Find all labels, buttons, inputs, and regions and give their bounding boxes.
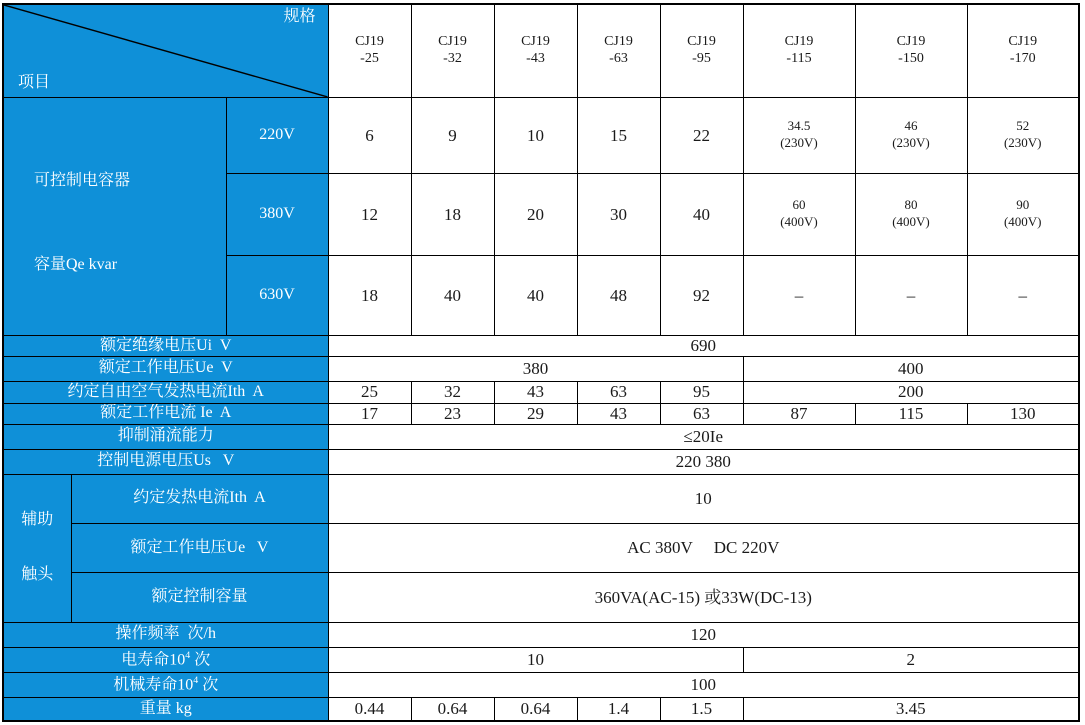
cell-ie-cj19-25: 17 [328, 403, 411, 424]
cell-aux-capacity-all: 360VA(AC-15) 或33W(DC-13) [328, 573, 1079, 622]
model-line2: -95 [692, 50, 711, 66]
row-label-220v: 220V [226, 97, 328, 173]
model-line2: -115 [786, 50, 812, 66]
cell-ith-cj19-63: 63 [577, 381, 660, 403]
mlife-label-post: 次 [198, 676, 219, 694]
value-note: (230V) [892, 135, 930, 151]
value-note: (400V) [780, 214, 818, 230]
cell-aux-ith-all: 10 [328, 474, 1079, 523]
cell-380v-cj19-43: 20 [494, 173, 577, 255]
row-aux-working-voltage [3, 523, 1079, 572]
cell-380v-cj19-25: 12 [328, 173, 411, 255]
elife-label-post: 次 [190, 651, 211, 669]
model-line1: CJ19 [896, 34, 926, 50]
cell-380v-cj19-95: 40 [660, 173, 743, 255]
column-header-cj19-63 [577, 4, 660, 97]
row-working-voltage [3, 356, 1079, 381]
row-label-ie: 额定工作电流 Ie A [3, 403, 328, 424]
column-header-cj19-150 [855, 4, 967, 97]
column-header-cj19-25 [328, 4, 411, 97]
value-note: (400V) [892, 214, 930, 230]
value: 60 [792, 197, 806, 213]
corner-label-spec: 规格 [283, 8, 316, 25]
model-line2: -25 [360, 50, 379, 66]
cell-elife-right: 2 [743, 647, 1079, 672]
cell-220v-cj19-170 [967, 97, 1079, 173]
corner-header-cell [3, 4, 328, 97]
cell-380v-cj19-63: 30 [577, 173, 660, 255]
cell-630v-cj19-170: – [967, 255, 1079, 335]
column-header-cj19-32 [411, 4, 494, 97]
row-free-air-thermal-current [3, 381, 1079, 403]
cell-mlife-all: 100 [328, 672, 1079, 697]
cell-ith-right: 200 [743, 381, 1079, 403]
model-line1: CJ19 [521, 34, 550, 50]
cell-ith-cj19-25: 25 [328, 381, 411, 403]
value: 90 [1016, 197, 1030, 213]
row-label-weight: 重量 kg [3, 697, 328, 721]
row-mechanical-life [3, 672, 1079, 697]
cell-ie-cj19-150: 115 [855, 403, 967, 424]
model-line1: CJ19 [687, 34, 716, 50]
column-header-cj19-115 [743, 4, 855, 97]
row-inrush-suppression [3, 424, 1079, 449]
cell-630v-cj19-115: – [743, 255, 855, 335]
capacity-row-220v [3, 97, 1079, 173]
capacity-group-label [3, 97, 226, 335]
row-label-surge: 抑制涌流能力 [3, 424, 328, 449]
cell-ith-cj19-43: 43 [494, 381, 577, 403]
cell-380v-cj19-115 [743, 173, 855, 255]
row-label-630v: 630V [226, 255, 328, 335]
cell-630v-cj19-43: 40 [494, 255, 577, 335]
row-label-freq: 操作频率 次/h [3, 622, 328, 647]
cell-ie-cj19-95: 63 [660, 403, 743, 424]
capacity-label-line1: 可控制电容器 [34, 171, 131, 189]
cell-surge-all: ≤20Ie [328, 424, 1079, 449]
cell-aux-ue-all: AC 380V DC 220V [328, 523, 1079, 572]
model-line1: CJ19 [784, 34, 814, 50]
cell-ie-cj19-63: 43 [577, 403, 660, 424]
row-aux-control-capacity [3, 573, 1079, 622]
row-rated-working-current [3, 403, 1079, 424]
diagonal-divider-line [4, 5, 328, 97]
cell-630v-cj19-25: 18 [328, 255, 411, 335]
row-label-elife [3, 647, 328, 672]
cell-220v-cj19-150 [855, 97, 967, 173]
elife-label-pre: 电寿命10 [121, 651, 186, 669]
row-insulation-voltage [3, 335, 1079, 356]
cell-freq-all: 120 [328, 622, 1079, 647]
cell-ue-left: 380 [328, 356, 743, 381]
cell-630v-cj19-63: 48 [577, 255, 660, 335]
row-label-aux-capacity: 额定控制容量 [71, 573, 328, 622]
row-label-380v: 380V [226, 173, 328, 255]
row-label-us: 控制电源电压Us V [3, 449, 328, 474]
cell-380v-cj19-170 [967, 173, 1079, 255]
aux-group-label [3, 474, 71, 622]
cell-220v-cj19-95: 22 [660, 97, 743, 173]
value: 34.5 [787, 118, 811, 134]
model-line1: CJ19 [438, 34, 467, 50]
cell-ui-all: 690 [328, 335, 1079, 356]
elife-superscript: 4 [185, 649, 191, 661]
cell-380v-cj19-32: 18 [411, 173, 494, 255]
cell-ie-cj19-170: 130 [967, 403, 1079, 424]
model-line1: CJ19 [355, 34, 384, 50]
cell-630v-cj19-32: 40 [411, 255, 494, 335]
model-line1: CJ19 [1008, 34, 1038, 50]
cell-ie-cj19-32: 23 [411, 403, 494, 424]
column-header-cj19-43 [494, 4, 577, 97]
row-label-ith: 约定自由空气发热电流Ith A [3, 381, 328, 403]
row-label-aux-ith: 约定发热电流Ith A [71, 474, 328, 523]
cell-220v-cj19-115 [743, 97, 855, 173]
model-line2: -63 [609, 50, 628, 66]
cell-weight-cj19-63: 1.4 [577, 697, 660, 721]
model-line2: -150 [898, 50, 924, 66]
header-row [3, 4, 1079, 97]
model-line1: CJ19 [604, 34, 633, 50]
model-line2: -32 [443, 50, 462, 66]
value: 46 [904, 118, 918, 134]
cell-weight-cj19-32: 0.64 [411, 697, 494, 721]
cell-380v-cj19-150 [855, 173, 967, 255]
column-header-cj19-95 [660, 4, 743, 97]
row-electrical-life [3, 647, 1079, 672]
cell-220v-cj19-43: 10 [494, 97, 577, 173]
cell-weight-right: 3.45 [743, 697, 1079, 721]
mlife-superscript: 4 [193, 674, 199, 686]
row-label-ui: 额定绝缘电压Ui V [3, 335, 328, 356]
cell-220v-cj19-63: 15 [577, 97, 660, 173]
spec-table [2, 3, 1080, 722]
row-label-mlife [3, 672, 328, 697]
value-note: (230V) [1003, 135, 1042, 151]
row-control-supply-voltage [3, 449, 1079, 474]
mlife-label-pre: 机械寿命10 [113, 676, 194, 694]
cell-us-all: 220 380 [328, 449, 1079, 474]
row-label-aux-ue: 额定工作电压Ue V [71, 523, 328, 572]
value-note: (400V) [1003, 214, 1042, 230]
cell-weight-cj19-95: 1.5 [660, 697, 743, 721]
aux-label-line1: 辅助 [21, 511, 54, 529]
cell-ue-right: 400 [743, 356, 1079, 381]
cell-weight-cj19-25: 0.44 [328, 697, 411, 721]
cell-weight-cj19-43: 0.64 [494, 697, 577, 721]
cell-630v-cj19-95: 92 [660, 255, 743, 335]
capacity-label-line2: 容量Qe kvar [34, 255, 118, 273]
row-label-ue: 额定工作电压Ue V [3, 356, 328, 381]
row-weight [3, 697, 1079, 721]
model-line2: -170 [1009, 50, 1036, 66]
cell-ie-cj19-43: 29 [494, 403, 577, 424]
cell-220v-cj19-25: 6 [328, 97, 411, 173]
cell-elife-left: 10 [328, 647, 743, 672]
value-note: (230V) [780, 135, 818, 151]
cell-630v-cj19-150: – [855, 255, 967, 335]
corner-label-item: 项目 [18, 73, 51, 91]
row-aux-thermal-current [3, 474, 1079, 523]
aux-label-line2: 触头 [21, 566, 54, 584]
value: 52 [1016, 118, 1030, 134]
cell-220v-cj19-32: 9 [411, 97, 494, 173]
model-line2: -43 [526, 50, 545, 66]
cell-ith-cj19-95: 95 [660, 381, 743, 403]
value: 80 [904, 197, 918, 213]
cell-ith-cj19-32: 32 [411, 381, 494, 403]
column-header-cj19-170 [967, 4, 1079, 97]
cell-ie-cj19-115: 87 [743, 403, 855, 424]
row-operating-frequency [3, 622, 1079, 647]
